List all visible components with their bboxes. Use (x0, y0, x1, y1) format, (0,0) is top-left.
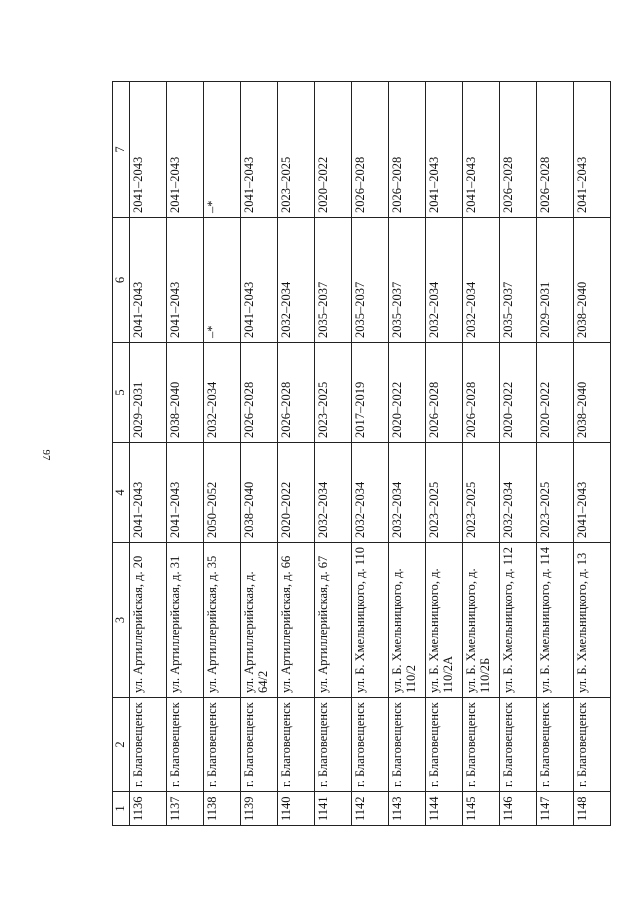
column-header: 3 (113, 543, 130, 698)
period-cell: 2041–2043 (167, 218, 204, 343)
address-cell: ул. Б. Хмельницкого, д. 114 (537, 543, 574, 698)
period-cell: 2032–2034 (463, 218, 500, 343)
address-cell: ул. Артиллерийская, д. 31 (167, 543, 204, 698)
period-cell: 2023–2025 (426, 443, 463, 543)
table-row (167, 82, 204, 826)
period-cell: 2023–2025 (463, 443, 500, 543)
row-number-cell: 1140 (278, 792, 315, 826)
period-cell: 2041–2043 (130, 82, 167, 218)
data-table (112, 81, 611, 826)
table-row (426, 82, 463, 826)
period-cell: 2038–2040 (241, 443, 278, 543)
period-cell: 2041–2043 (241, 82, 278, 218)
period-cell: 2038–2040 (574, 343, 611, 443)
row-number-cell: 1137 (167, 792, 204, 826)
table-row (278, 82, 315, 826)
period-cell: 2041–2043 (426, 82, 463, 218)
city-cell: г. Благовещенск (463, 698, 500, 792)
period-cell: 2023–2025 (315, 343, 352, 443)
period-cell: 2020–2022 (389, 343, 426, 443)
address-cell: ул. Б. Хмельницкого, д. 112 (500, 543, 537, 698)
row-number-cell: 1148 (574, 792, 611, 826)
row-number-cell: 1138 (204, 792, 241, 826)
period-cell: 2032–2034 (204, 343, 241, 443)
table-row (574, 82, 611, 826)
period-cell: 2032–2034 (426, 218, 463, 343)
address-cell: ул. Артиллерийская, д. 20 (130, 543, 167, 698)
address-cell: ул. Артиллерийская, д. 35 (204, 543, 241, 698)
city-cell: г. Благовещенск (315, 698, 352, 792)
row-number-cell: 1141 (315, 792, 352, 826)
row-number-cell: 1139 (241, 792, 278, 826)
address-cell: ул. Б. Хмельницкого, д. 110/2Б (463, 543, 500, 698)
city-cell: г. Благовещенск (130, 698, 167, 792)
city-cell: г. Благовещенск (167, 698, 204, 792)
row-number-cell: 1147 (537, 792, 574, 826)
city-cell: г. Благовещенск (352, 698, 389, 792)
city-cell: г. Благовещенск (574, 698, 611, 792)
column-header: 6 (113, 218, 130, 343)
period-cell: 2041–2043 (130, 218, 167, 343)
period-cell: 2023–2025 (537, 443, 574, 543)
header-row (113, 82, 130, 826)
table-body (130, 82, 611, 826)
period-cell: 2026–2028 (389, 82, 426, 218)
column-header: 4 (113, 443, 130, 543)
address-cell: ул. Артиллерийская, д. 67 (315, 543, 352, 698)
rotated-table-container (112, 82, 589, 826)
period-cell: 2041–2043 (167, 443, 204, 543)
table-row (537, 82, 574, 826)
address-cell: ул. Б. Хмельницкого, д. 110/2А (426, 543, 463, 698)
period-cell: 2041–2043 (574, 82, 611, 218)
address-cell: ул. Артиллерийская, д. 66 (278, 543, 315, 698)
period-cell: 2032–2034 (278, 218, 315, 343)
period-cell: 2026–2028 (426, 343, 463, 443)
period-cell: 2041–2043 (574, 443, 611, 543)
row-number-cell: 1142 (352, 792, 389, 826)
page-number: 97 (40, 449, 52, 461)
city-cell: г. Благовещенск (278, 698, 315, 792)
column-header: 1 (113, 792, 130, 826)
period-cell: 2035–2037 (315, 218, 352, 343)
period-cell: 2032–2034 (315, 443, 352, 543)
period-cell: 2038–2040 (167, 343, 204, 443)
city-cell: г. Благовещенск (537, 698, 574, 792)
period-cell: 2041–2043 (241, 218, 278, 343)
table-row (315, 82, 352, 826)
period-cell: 2020–2022 (315, 82, 352, 218)
period-cell: –* (204, 82, 241, 218)
table-row (352, 82, 389, 826)
period-cell: 2026–2028 (241, 343, 278, 443)
period-cell: 2023–2025 (278, 82, 315, 218)
table-row (204, 82, 241, 826)
table-row (130, 82, 167, 826)
column-header: 5 (113, 343, 130, 443)
period-cell: 2020–2022 (500, 343, 537, 443)
column-header: 2 (113, 698, 130, 792)
row-number-cell: 1145 (463, 792, 500, 826)
period-cell: 2029–2031 (130, 343, 167, 443)
period-cell: 2029–2031 (537, 218, 574, 343)
address-cell: ул. Б. Хмельницкого, д. 110 (352, 543, 389, 698)
city-cell: г. Благовещенск (241, 698, 278, 792)
period-cell: 2026–2028 (278, 343, 315, 443)
table-row (241, 82, 278, 826)
city-cell: г. Благовещенск (500, 698, 537, 792)
table-row (463, 82, 500, 826)
period-cell: –* (204, 218, 241, 343)
period-cell: 2038–2040 (574, 218, 611, 343)
period-cell: 2035–2037 (389, 218, 426, 343)
period-cell: 2032–2034 (389, 443, 426, 543)
period-cell: 2035–2037 (500, 218, 537, 343)
period-cell: 2020–2022 (537, 343, 574, 443)
address-cell: ул. Б. Хмельницкого, д. 110/2 (389, 543, 426, 698)
period-cell: 2032–2034 (500, 443, 537, 543)
table-row (500, 82, 537, 826)
row-number-cell: 1144 (426, 792, 463, 826)
city-cell: г. Благовещенск (426, 698, 463, 792)
period-cell: 2026–2028 (463, 343, 500, 443)
period-cell: 2041–2043 (167, 82, 204, 218)
table-header (113, 82, 130, 826)
period-cell: 2050–2052 (204, 443, 241, 543)
city-cell: г. Благовещенск (389, 698, 426, 792)
city-cell: г. Благовещенск (204, 698, 241, 792)
period-cell: 2017–2019 (352, 343, 389, 443)
period-cell: 2026–2028 (537, 82, 574, 218)
address-cell: ул. Б. Хмельницкого, д. 13 (574, 543, 611, 698)
column-header: 7 (113, 82, 130, 218)
period-cell: 2032–2034 (352, 443, 389, 543)
period-cell: 2035–2037 (352, 218, 389, 343)
row-number-cell: 1146 (500, 792, 537, 826)
period-cell: 2041–2043 (463, 82, 500, 218)
period-cell: 2026–2028 (500, 82, 537, 218)
period-cell: 2020–2022 (278, 443, 315, 543)
row-number-cell: 1143 (389, 792, 426, 826)
period-cell: 2041–2043 (130, 443, 167, 543)
period-cell: 2026–2028 (352, 82, 389, 218)
table-row (389, 82, 426, 826)
row-number-cell: 1136 (130, 792, 167, 826)
address-cell: ул. Артиллерийская, д. 64/2 (241, 543, 278, 698)
